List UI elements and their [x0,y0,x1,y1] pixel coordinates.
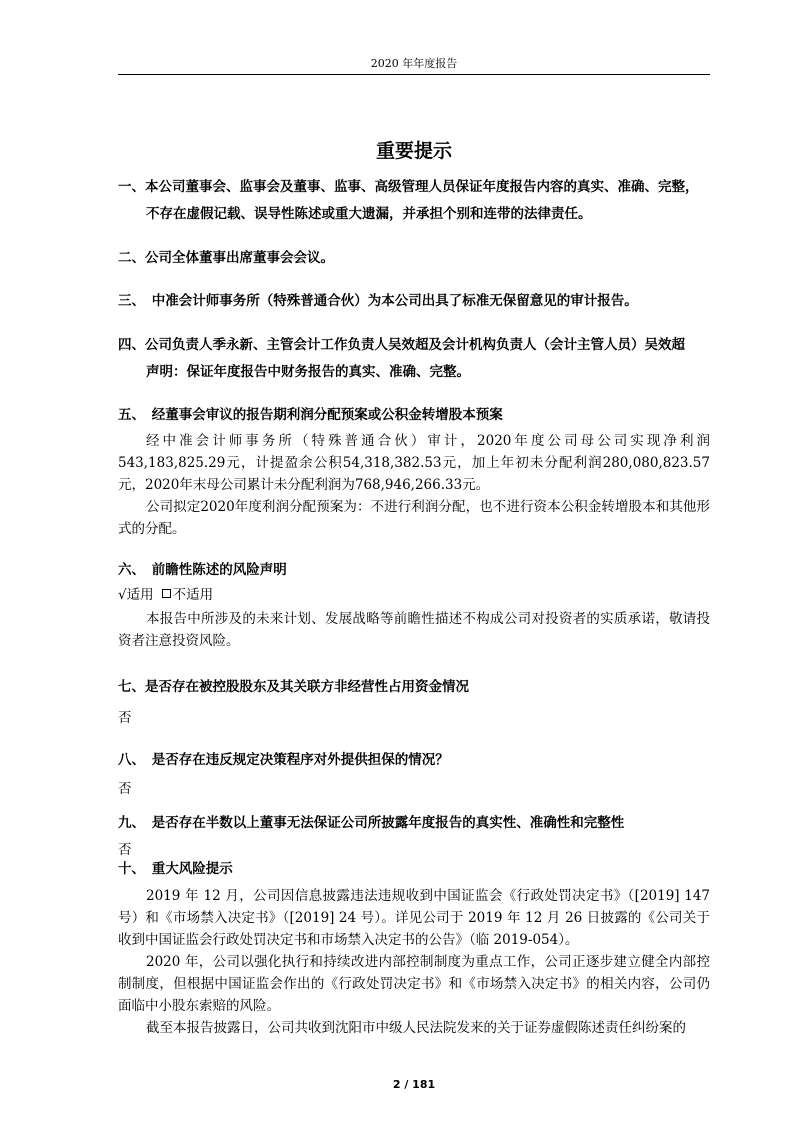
section-3: 三、 中准会计师事务所（特殊普通合伙）为本公司出具了标准无保留意见的审计报告。 [118,293,638,309]
section-1-line-1: 一、本公司董事会、监事会及董事、监事、高级管理人员保证年度报告内容的真实、准确、完整， [118,179,699,195]
section-1 [118,174,710,228]
page-number: 2 / 181 [392,1078,436,1091]
section-4 [118,332,710,386]
section-5-paragraph-2: 公司拟定2020年度利润分配预案为：不进行利润分配，也不进行资本公积金转增股本和其他形式的分配。 [118,499,710,537]
section-10-paragraph-3: 截至本报告披露日，公司共收到沈阳市中级人民法院发来的关于证券虚假陈述责任纠纷案的 [146,1020,686,1036]
section-7-answer: 否 [118,710,132,726]
section-4-line-1: 四、公司负责人季永新、主管会计工作负责人吴效超及会计机构负责人（会计主管人员）吴效超 [118,337,685,353]
section-10-paragraph-1: 2019 年 12 月，公司因信息披露违法违规收到中国证监会《行政处罚决定书》（[2019] 147 号）和《市场禁入决定书》（[2019] 24 号）。详见公司于 2019 年 12 月 26 日披露的《公司关于收到中国证监会行政处罚决定书和市场禁入决定书的公告》（临 2019-054）。 [118,888,710,948]
section-6-paragraph: 本报告中所涉及的未来计划、发展战略等前瞻性描述不构成公司对投资者的实质承诺，敬请投资者注意投资风险。 [118,611,710,649]
applicability-row [118,584,710,606]
section-5-paragraph-1: 经中准会计师事务所（特殊普通合伙）审计，2020年度公司母公司实现净利润543,183,825.29元，计提盈余公积54,318,382.53元，加上年初未分配利润280,080,823.57元，2020年末母公司累计未分配利润为768,946,266.33元。 [118,433,710,493]
applicable-checked: √适用 [118,587,154,603]
section-6-heading: 六、 前瞻性陈述的风险声明 [118,562,287,578]
section-9-heading: 九、 是否存在半数以上董事无法保证公司所披露年度报告的真实性、准确性和完整性 [118,815,625,831]
section-1-line-2: 不存在虚假记载、误导性陈述或重大遗漏，并承担个别和连带的法律责任。 [146,206,592,222]
not-applicable: 不适用 [172,587,214,603]
section-2: 二、公司全体董事出席董事会会议。 [118,250,334,266]
section-8-heading: 八、 是否存在违反规定决策程序对外提供担保的情况？ [118,752,449,768]
page-title: 重要提示 [375,140,452,162]
section-7-heading: 七、是否存在被控股股东及其关联方非经营性占用资金情况 [118,679,469,695]
section-10-heading: 十、 重大风险提示 [118,861,233,877]
section-4-line-2: 声明：保证年度报告中财务报告的真实、准确、完整。 [146,364,470,380]
section-9-answer: 否 [118,842,132,858]
page-header: 2020 年年度报告 [370,57,458,70]
header-divider [118,74,710,75]
section-5-heading: 五、 经董事会审议的报告期利润分配预案或公积金转增股本预案 [118,407,503,423]
section-8-answer: 否 [118,781,132,797]
checkbox-icon [162,589,171,598]
section-10-paragraph-2: 2020 年，公司以强化执行和持续改进内部控制制度为重点工作，公司正逐步建立健全内部控制制度，但根据中国证监会作出的《行政处罚决定书》和《市场禁入决定书》的相关内容，公司仍面临中小股东索赔的风险。 [118,954,710,1014]
